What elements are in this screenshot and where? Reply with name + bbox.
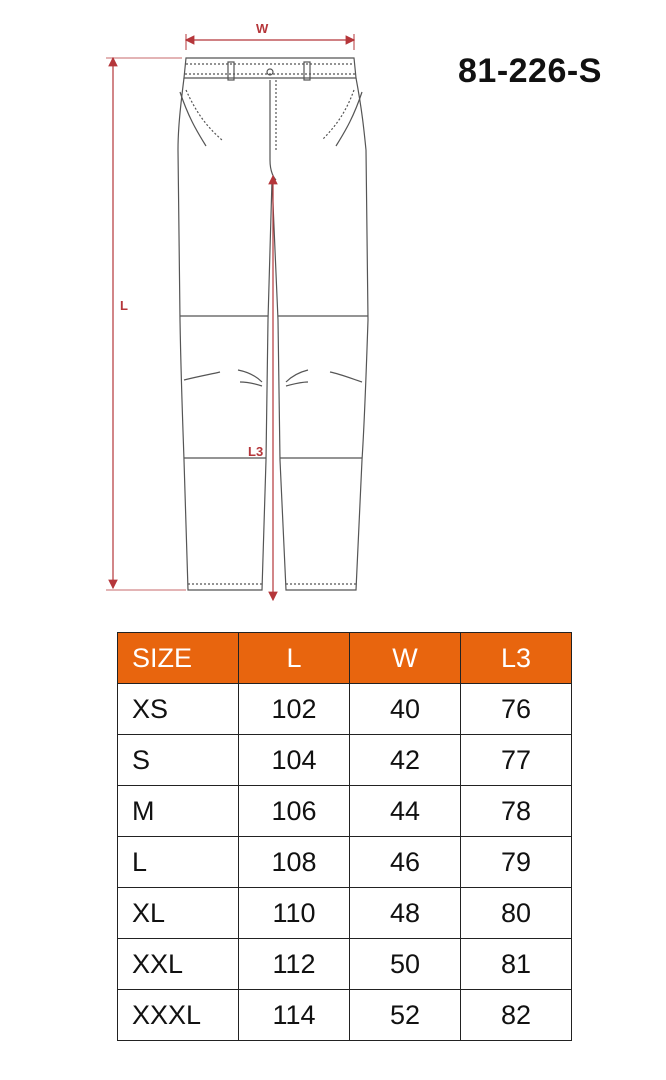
table-row — [118, 735, 572, 786]
cell-width: 52 — [350, 990, 461, 1041]
header-size: SIZE — [118, 633, 239, 684]
cell-length: 112 — [239, 939, 350, 990]
cell-inseam: 82 — [461, 990, 572, 1041]
cell-size: S — [118, 735, 239, 786]
width-dimension — [186, 21, 354, 50]
cell-inseam: 77 — [461, 735, 572, 786]
size-chart-table — [117, 632, 572, 1041]
cell-width: 42 — [350, 735, 461, 786]
cell-length: 108 — [239, 837, 350, 888]
table-row — [118, 990, 572, 1041]
cell-inseam: 78 — [461, 786, 572, 837]
right-pocket — [322, 90, 354, 140]
cell-width: 40 — [350, 684, 461, 735]
cell-inseam: 79 — [461, 837, 572, 888]
table-row — [118, 939, 572, 990]
header-length: L — [239, 633, 350, 684]
cell-width: 44 — [350, 786, 461, 837]
header-width: W — [350, 633, 461, 684]
cell-length: 102 — [239, 684, 350, 735]
cell-length: 104 — [239, 735, 350, 786]
length-label: L — [120, 298, 128, 313]
cell-length: 110 — [239, 888, 350, 939]
table-row — [118, 837, 572, 888]
table-row — [118, 786, 572, 837]
inseam-label: L3 — [248, 444, 264, 459]
cell-inseam: 76 — [461, 684, 572, 735]
width-label: W — [256, 21, 269, 36]
cell-inseam: 81 — [461, 939, 572, 990]
cell-width: 50 — [350, 939, 461, 990]
cell-size: M — [118, 786, 239, 837]
table-row — [118, 684, 572, 735]
table-header-row — [118, 633, 572, 684]
cell-width: 48 — [350, 888, 461, 939]
right-leg — [272, 78, 368, 590]
left-pocket — [186, 90, 222, 140]
table-row — [118, 888, 572, 939]
cell-size: XXXL — [118, 990, 239, 1041]
header-inseam: L3 — [461, 633, 572, 684]
cell-size: XL — [118, 888, 239, 939]
model-code: 81-226-S — [458, 52, 602, 90]
cell-size: L — [118, 837, 239, 888]
cell-length: 114 — [239, 990, 350, 1041]
length-dimension — [106, 58, 186, 590]
cell-size: XXL — [118, 939, 239, 990]
left-leg — [178, 78, 272, 590]
cell-size: XS — [118, 684, 239, 735]
cell-length: 106 — [239, 786, 350, 837]
cell-inseam: 80 — [461, 888, 572, 939]
cell-width: 46 — [350, 837, 461, 888]
inseam-dimension — [248, 176, 273, 600]
